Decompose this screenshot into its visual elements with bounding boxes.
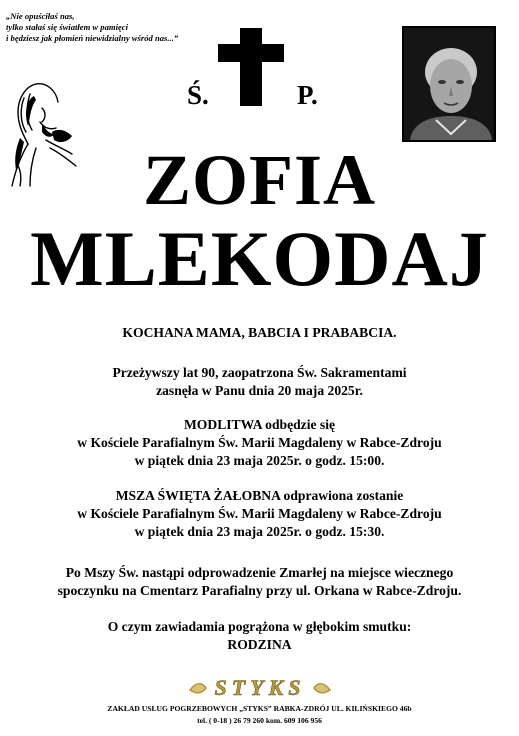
closing-info	[0, 618, 519, 654]
footer-phone: tel. ( 0-18 ) 26 79 260 kom. 609 106 956	[197, 716, 322, 725]
quote-line-2: tylko stałaś się światłem w pamięci	[6, 22, 128, 32]
burial-line-1: Po Mszy Św. nastąpi odprowadzenie Zmarłej na miejsce wiecznego	[65, 565, 454, 580]
prayer-info	[0, 416, 519, 470]
funeral-home-footer	[0, 703, 519, 727]
prayer-line-2: w Kościele Parafialnym Św. Marii Magdaleny w Rabce-Zdroju	[77, 435, 442, 450]
prayer-line-3: w piątek dnia 23 maja 2025r. o godz. 15:00.	[134, 453, 385, 468]
death-line-1: Przeżywszy lat 90, zaopatrzona Św. Sakramentami	[112, 365, 407, 380]
quote-line-1: „Nie opuściłaś nas,	[6, 11, 75, 21]
sp-right-letter: P.	[297, 80, 318, 110]
deceased-photo	[402, 26, 496, 142]
burial-line-2: spoczynku na Cmentarz Parafialny przy ul. Orkana w Rabce-Zdroju.	[57, 583, 462, 598]
sp-left-letter: Ś.	[187, 80, 209, 110]
burial-info	[0, 564, 519, 600]
mass-line-1: MSZA ŚWIĘTA ŻAŁOBNA odprawiona zostanie	[115, 488, 404, 503]
portrait-image	[404, 28, 494, 140]
quote-line-3: i będziesz jak płomień niewidzialny wśród nas...”	[6, 33, 179, 43]
cross-icon	[218, 28, 284, 106]
family-signature: RODZINA	[227, 637, 292, 652]
mass-info	[0, 487, 519, 541]
first-name: ZOFIA	[142, 140, 377, 220]
styks-logo	[188, 674, 332, 702]
last-name: MLEKODAJ	[30, 215, 489, 302]
memorial-quote	[6, 11, 216, 44]
logo-text: STYKS	[214, 675, 306, 700]
prayer-line-1: MODLITWA odbędzie się	[183, 417, 336, 432]
relation-line: KOCHANA MAMA, BABCIA I PRABABCIA.	[122, 325, 397, 340]
mass-line-3: w piątek dnia 23 maja 2025r. o godz. 15:30.	[134, 524, 385, 539]
closing-line-1: O czym zawiadamia pogrążona w głębokim smutku:	[107, 619, 412, 634]
death-info	[0, 364, 519, 400]
mass-line-2: w Kościele Parafialnym Św. Marii Magdaleny w Rabce-Zdroju	[77, 506, 442, 521]
death-line-2: zasnęła w Panu dnia 20 maja 2025r.	[156, 383, 363, 398]
footer-address: ZAKŁAD USŁUG POGRZEBOWYCH „STYKS” RABKA-ZDRÓJ UL. KILIŃSKIEGO 46b	[107, 704, 412, 713]
